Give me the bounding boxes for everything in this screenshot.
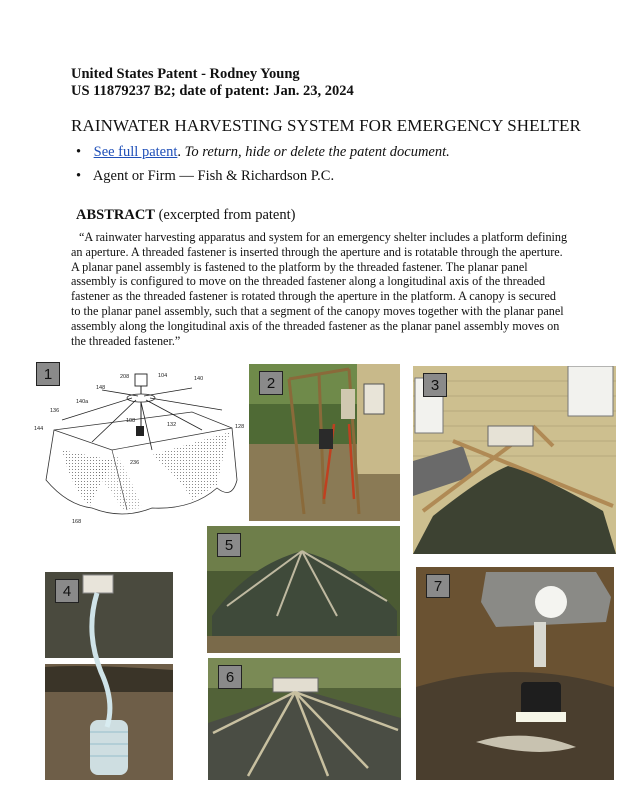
ref-140a: 140a bbox=[76, 399, 89, 405]
figure-2-photo-frame-construction bbox=[249, 364, 400, 521]
abstract-body: “A rainwater harvesting apparatus and system for an emergency shelter includes a platform defining an aperture. A threaded fastener is inserted through the aperture and is rotatable through the aperture. A planar panel assembly is fastened to the platform by the threaded fastener. The planar panel assembly is configured to move on the threaded fastener along a longitudinal axis of the threaded fastener as the threaded fastener is rotated through the aperture in the platform. A canopy is secured to the planar panel assembly, such that a segment of the canopy moves together with the planar panel assembly along the longitudinal axis of the threaded fastener as the planar panel assembly moves on the threaded fastener.” bbox=[71, 230, 568, 348]
figure-label-1: 1 bbox=[36, 362, 60, 386]
ref-140: 140 bbox=[194, 376, 204, 382]
abstract-heading bbox=[76, 207, 295, 224]
patent-header-line1: United States Patent - Rodney Young bbox=[71, 66, 300, 82]
figure-5-photo-tent-exterior bbox=[207, 526, 400, 653]
ref-128: 128 bbox=[235, 424, 245, 430]
figure-label-6: 6 bbox=[218, 665, 242, 689]
abstract-title: ABSTRACT bbox=[76, 207, 155, 223]
return-instructions: To return, hide or delete the patent document. bbox=[184, 144, 450, 160]
ref-132: 132 bbox=[167, 422, 177, 428]
patent-drawing-svg bbox=[32, 360, 246, 530]
ref-104: 104 bbox=[158, 373, 168, 379]
figure-4-photo-collection-tube bbox=[45, 572, 173, 780]
figure-3-photo-canopy-hub bbox=[413, 366, 616, 554]
ref-208: 208 bbox=[120, 374, 130, 380]
bullet-dot-icon: • bbox=[76, 168, 82, 184]
bullet-agent bbox=[76, 168, 334, 185]
see-full-patent-link[interactable]: See full patent bbox=[93, 144, 178, 160]
bullet-dot-icon: • bbox=[76, 144, 82, 160]
figure-label-3: 3 bbox=[423, 373, 447, 397]
figure-label-7: 7 bbox=[426, 574, 450, 598]
figure-6-photo-frame-top bbox=[208, 658, 401, 780]
ref-136: 136 bbox=[50, 408, 60, 414]
ref-148: 148 bbox=[96, 385, 106, 391]
figure-label-5: 5 bbox=[217, 533, 241, 557]
figure-label-4: 4 bbox=[55, 579, 79, 603]
figure-7-photo-lantern bbox=[416, 567, 614, 780]
ref-144: 144 bbox=[34, 426, 44, 432]
ref-108: 108 bbox=[126, 418, 136, 424]
photo-lantern bbox=[416, 567, 614, 780]
patent-title: RAINWATER HARVESTING SYSTEM FOR EMERGENCY SHELTER bbox=[71, 116, 581, 135]
ref-168: 168 bbox=[72, 519, 82, 525]
patent-header-line2: US 11879237 B2; date of patent: Jan. 23, 2024 bbox=[71, 83, 354, 99]
ref-236: 236 bbox=[130, 460, 140, 466]
abstract-subtitle: (excerpted from patent) bbox=[158, 207, 296, 223]
figure-label-2: 2 bbox=[259, 371, 283, 395]
bullet-full-patent: • See full patent. To return, hide or delete the patent document. bbox=[76, 144, 450, 160]
agent-or-firm-text: Agent or Firm — Fish & Richardson P.C. bbox=[92, 168, 335, 184]
figure-1-patent-drawing bbox=[32, 360, 246, 530]
